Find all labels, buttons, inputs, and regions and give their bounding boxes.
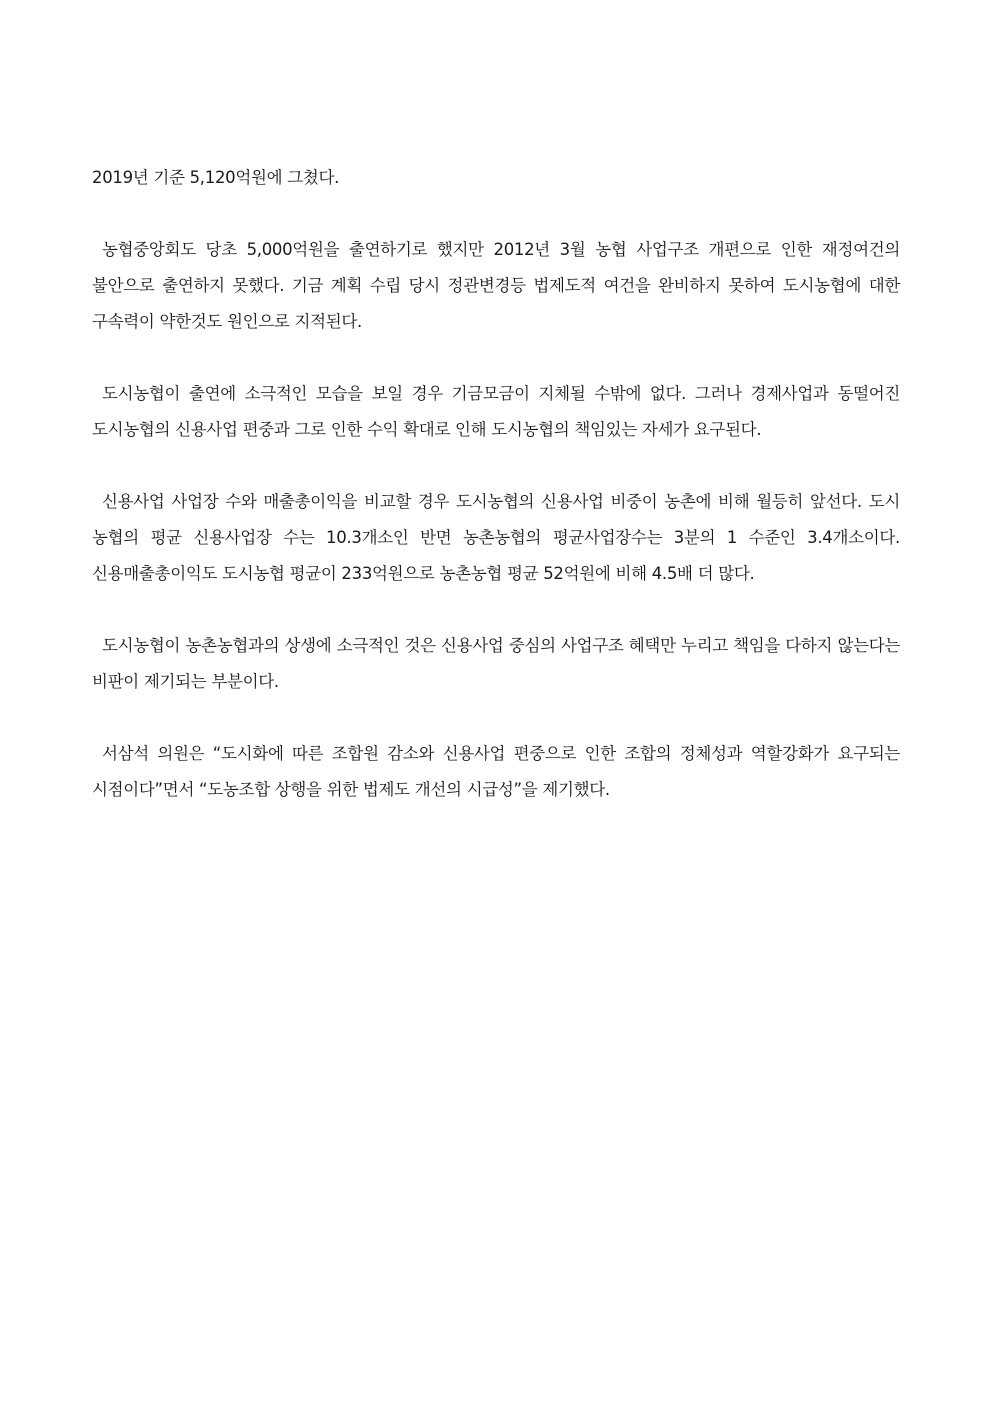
paragraph-2: 농협중앙회도 당초 5,000억원을 출연하기로 했지만 2012년 3월 농협 사업구조 개편으로 인한 재정여건의 불안으로 출연하지 못했다. 기금 계획 수립 당시 정관변경등 법제도적 여건을 완비하지 못하여 도시농협에 대한 구속력이 약한것도 원인으로 지적된다.: [92, 240, 900, 331]
paragraph-5: 도시농협이 농촌농협과의 상생에 소극적인 것은 신용사업 중심의 사업구조 혜택만 누리고 책임을 다하지 않는다는 비판이 제기되는 부분이다.: [92, 636, 900, 691]
paragraph-6: 서삼석 의원은 “도시화에 따른 조합원 감소와 신용사업 편중으로 인한 조합의 정체성과 역할강화가 요구되는 시점이다”면서 “도농조합 상행을 위한 법제도 개선의 시급성”을 제기했다.: [92, 744, 900, 799]
paragraph-1: 2019년 기준 5,120억원에 그쳤다.: [92, 168, 340, 187]
paragraph-4: 신용사업 사업장 수와 매출총이익을 비교할 경우 도시농협의 신용사업 비중이 농촌에 비해 월등히 앞선다. 도시 농협의 평균 신용사업장 수는 10.3개소인 반면 농촌농협의 평균사업장수는 3분의 1 수준인 3.4개소이다. 신용매출총이익도 도시농협 평균이 233억원으로 농촌농협 평균 52억원에 비해 4.5배 더 많다.: [92, 492, 900, 583]
article-body: [92, 160, 900, 844]
paragraph-3: 도시농협이 출연에 소극적인 모습을 보일 경우 기금모금이 지체될 수밖에 없다. 그러나 경제사업과 동떨어진 도시농협의 신용사업 편중과 그로 인한 수익 확대로 인해 도시농협의 책임있는 자세가 요구된다.: [92, 384, 900, 439]
